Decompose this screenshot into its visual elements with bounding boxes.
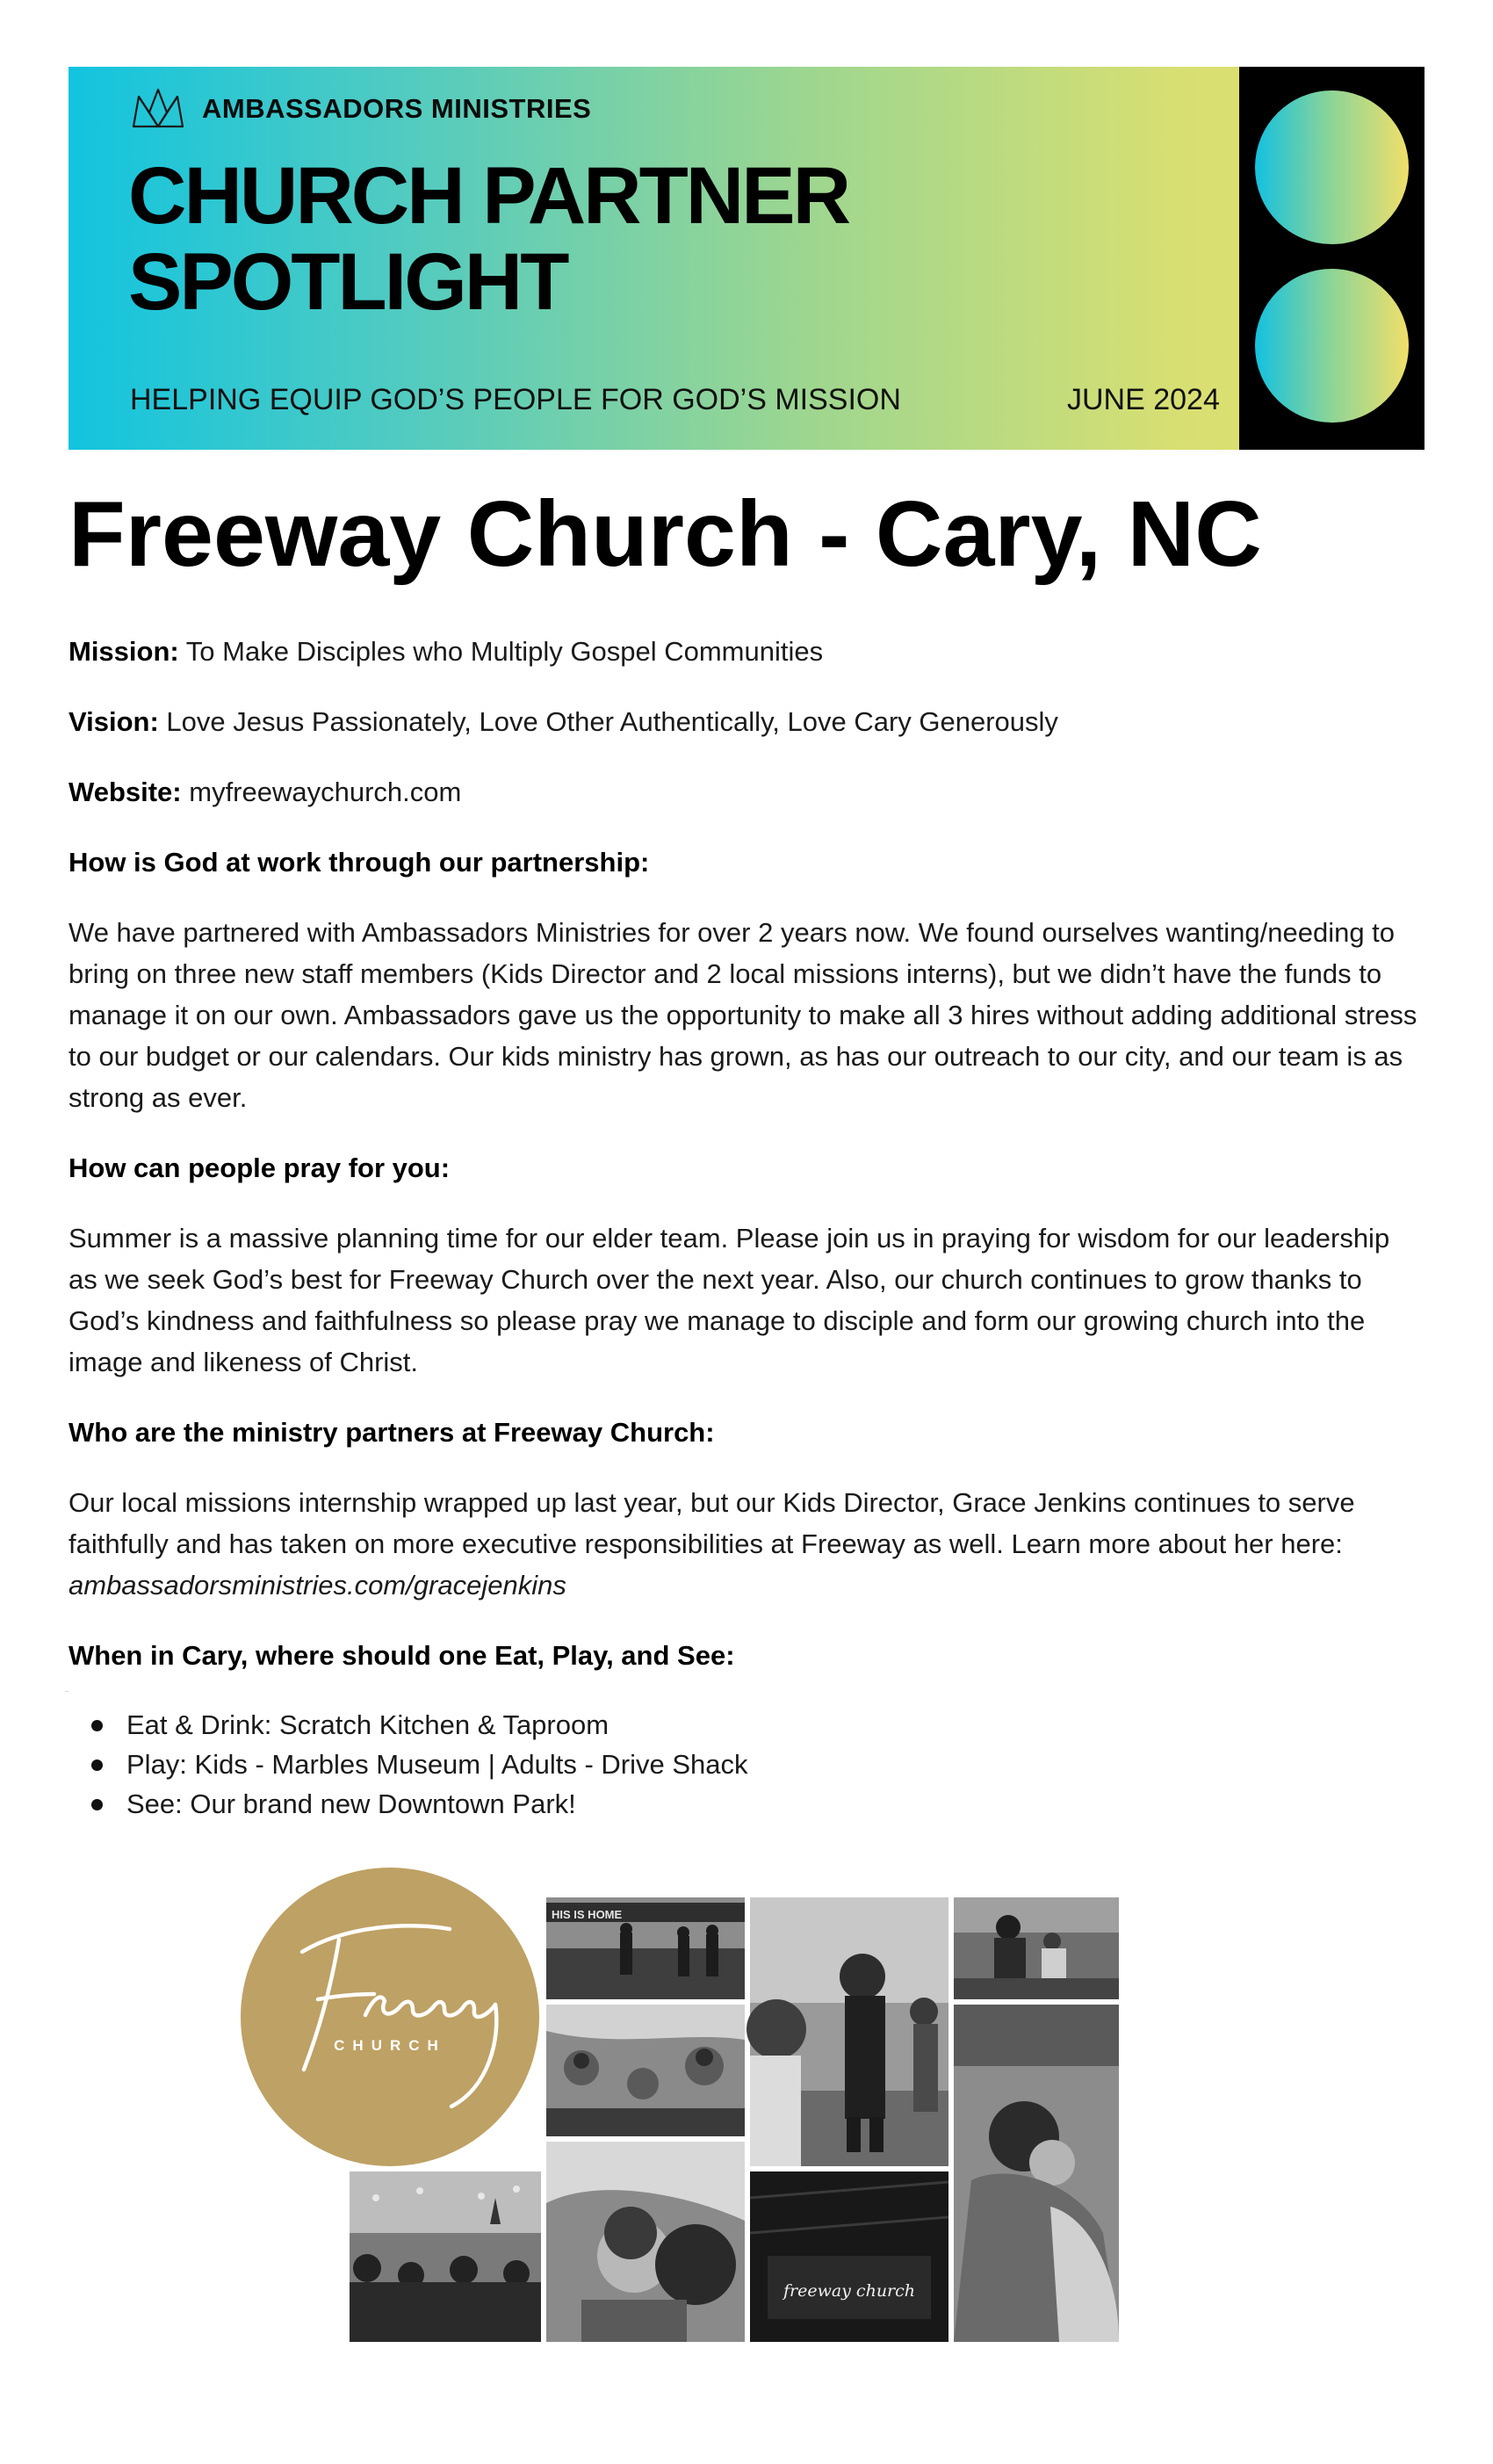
list-item: Play: Kids - Marbles Museum | Adults - Drive Shack [69,1745,1421,1784]
photo-father-child [546,2142,745,2342]
section-heading-cary: When in Cary, where should one Eat, Play, and See: [69,1640,735,1671]
photo-kids-clapping [750,1897,948,2166]
list-item: See: Our brand new Downtown Park! [69,1784,1421,1824]
photo-worship [350,2171,541,2342]
mission-label: Mission: [69,636,179,667]
photo-mother-baby [954,2005,1119,2342]
brand [130,86,591,132]
mission-text: To Make Disciples who Multiply Gospel Communities [185,636,824,667]
website-line [69,771,1421,813]
section-body-prayer: Summer is a massive planning time for our elder team. Please join us in praying for wisdom for our leadership as we seek God’s best for Freeway Church over the next year. Also, our church continues to grow thanks to God’s kindness and faithfulness so please pray we manage to disciple and form our growing church into the image and likeness of Christ. [69,1223,1390,1377]
gradient-circle-bottom [1255,269,1409,423]
gradient-circle-top [1255,90,1409,244]
vision-text: Love Jesus Passionately, Love Other Authentically, Love Cary Generously [166,706,1058,737]
crown-logo-icon [130,86,186,132]
section-heading-partners: Who are the ministry partners at Freeway Church: [69,1417,715,1448]
grace-jenkins-link[interactable]: ambassadorsministries.com/gracejenkins [69,1570,566,1601]
banner-title-line-2: SPOTLIGHT [128,237,567,327]
banner-title [128,153,848,325]
section-heading-prayer: How can people pray for you: [69,1153,451,1183]
vision-label: Vision: [69,706,159,737]
cary-recommendations [69,1705,1421,1824]
photo-family-couch [954,1897,1119,1999]
sign-text: HIS IS HOME [552,1908,623,1921]
logo-church-label: CHURCH [334,2037,446,2054]
website-label: Website: [69,777,182,807]
page-title: Freeway Church - Cary, NC [69,482,1262,586]
section-body-partners [69,1482,1421,1606]
neon-text: freeway church [783,2281,916,2301]
website-link[interactable]: myfreewaychurch.com [189,777,462,807]
mission-line [69,631,1421,672]
logo-script-text: Freeway [65,1692,69,1693]
issue-date: JUNE 2024 [1067,383,1220,416]
photo-kids-bounce [546,2005,745,2136]
section-body-partnership: We have partnered with Ambassadors Ministries for over 2 years now. We found ourselves wanting/needing to bring on three new staff members (Kids Director and 2 local missions interns), but we didn’t have the funds to manage it on our own. Ambassadors gave us the opportunity to make all 3 hires without adding additional stress to our budget or our calendars. Our kids ministry has grown, as has our outreach to our city, and our team is as strong as ever. [69,917,1417,1113]
photo-neon-sign [750,2171,948,2342]
brand-name: AMBASSADORS MINISTRIES [202,93,592,124]
photo-welcome-sign [546,1897,745,1999]
tagline: HELPING EQUIP GOD’S PEOPLE FOR GOD’S MISSION [130,383,901,416]
banner-title-line-1: CHURCH PARTNER [128,151,849,241]
article-body [69,631,1421,1824]
section-heading-partnership: How is God at work through our partnership: [69,847,650,878]
vision-line [69,701,1421,742]
decorative-panel [1239,67,1424,450]
list-item: Eat & Drink: Scratch Kitchen & Taproom [69,1705,1421,1745]
partners-text: Our local missions internship wrapped up last year, but our Kids Director, Grace Jenkins continues to serve faithfully and has taken on more executive responsibilities at Freeway as well. Learn more about her here: [69,1487,1355,1559]
header-banner [69,67,1424,450]
